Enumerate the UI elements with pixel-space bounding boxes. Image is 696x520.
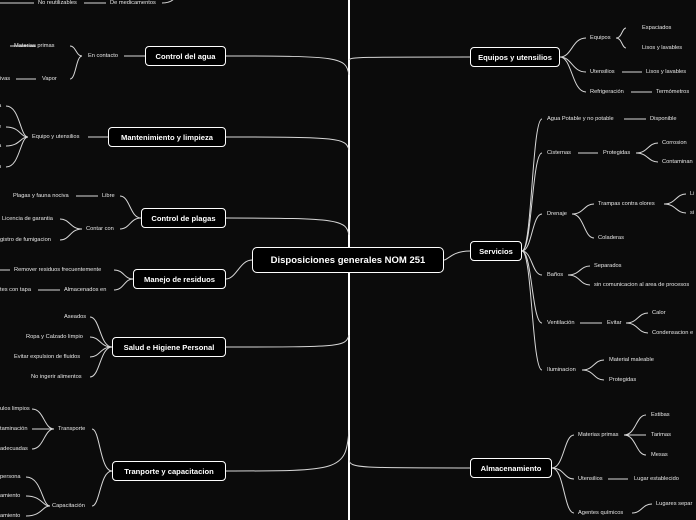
topic-capacitacion-item[interactable]: amiento bbox=[0, 493, 21, 499]
topic-materias-primas-alm[interactable]: Materias primas bbox=[578, 432, 619, 438]
topic-no-reutilizables[interactable]: No reutilizables bbox=[38, 0, 77, 6]
topic-trampas-fragment[interactable]: Li bbox=[690, 191, 695, 197]
topic-protegidas-2[interactable]: Protegidas bbox=[609, 377, 637, 383]
node-transporte-capacitacion[interactable]: Tranporte y capacitacion bbox=[112, 461, 226, 481]
topic-transporte-item[interactable]: taminación bbox=[0, 426, 28, 432]
topic-tarimas[interactable]: Tarimas bbox=[651, 432, 671, 438]
topic-ropa-calzado[interactable]: Ropa y Calzado limpio bbox=[26, 334, 83, 340]
topic-lugares-separados[interactable]: Lugares separ bbox=[656, 501, 693, 507]
topic-mantenimiento-fragment[interactable] bbox=[0, 142, 1, 150]
topic-refrigeracion[interactable]: Refrigeración bbox=[590, 89, 624, 95]
topic-registro-fumigacion[interactable]: gistro de fumigacion bbox=[0, 237, 51, 243]
topic-banos[interactable]: Baños bbox=[547, 272, 564, 278]
topic-iluminacion[interactable]: Iluminacion bbox=[547, 367, 576, 373]
node-equipos-utensilios[interactable]: Equipos y utensilios bbox=[470, 47, 560, 67]
node-salud-higiene-personal[interactable]: Salud e Higiene Personal bbox=[112, 337, 226, 357]
topic-libre[interactable]: Libre bbox=[102, 193, 115, 199]
topic-de-medicamentos[interactable]: De medicamentos bbox=[110, 0, 156, 6]
topic-lugar-establecido[interactable]: Lugar establecido bbox=[634, 476, 679, 482]
topic-contar-con[interactable]: Contar con bbox=[86, 226, 114, 232]
topic-no-ingerir[interactable]: No ingerir alimentos bbox=[31, 374, 82, 380]
topic-trampas-olores[interactable]: Trampas contra olores bbox=[598, 201, 655, 207]
topic-lisos-lavables[interactable]: Lisos y lavables bbox=[642, 45, 683, 51]
topic-termometros[interactable]: Termómetros bbox=[656, 89, 690, 95]
topic-capacitacion-item[interactable]: amiento bbox=[0, 513, 21, 519]
topic-transporte-item[interactable]: adecuadas bbox=[0, 446, 28, 452]
node-control-del-agua[interactable]: Control del agua bbox=[145, 46, 226, 66]
topic-plagas-fauna-nociva[interactable]: Plagas y fauna nociva bbox=[13, 193, 69, 199]
topic-coladeras[interactable]: Coladeras bbox=[598, 235, 624, 241]
topic-tapa[interactable]: tes con tapa bbox=[0, 287, 31, 293]
topic-espaciados[interactable]: Espaciados bbox=[642, 25, 672, 31]
topic-material-maleable[interactable]: Material maleable bbox=[609, 357, 654, 363]
topic-equipos[interactable]: Equipos bbox=[590, 35, 611, 41]
topic-calor[interactable]: Calor bbox=[652, 310, 666, 316]
topic-lisos-lavables-2[interactable]: Lisos y lavables bbox=[646, 69, 687, 75]
topic-transporte-item[interactable]: ulos limpios bbox=[0, 406, 30, 412]
topic-drenaje[interactable]: Drenaje bbox=[547, 211, 567, 217]
topic-licencia-garantia[interactable]: Licencia de garantia bbox=[2, 216, 53, 222]
topic-utensilios-alm[interactable]: Utensilios bbox=[578, 476, 603, 482]
topic-transporte[interactable]: Transporte bbox=[58, 426, 86, 432]
topic-materias-primas[interactable]: Materias primas bbox=[14, 43, 55, 49]
topic-utensilios[interactable]: Utensilios bbox=[590, 69, 615, 75]
topic-mesas[interactable]: Mesas bbox=[651, 452, 668, 458]
topic-mantenimiento-fragment[interactable] bbox=[0, 102, 1, 110]
topic-almacenados-en[interactable]: Almacenados en bbox=[64, 287, 107, 293]
topic-capacitacion[interactable]: Capacitación bbox=[52, 503, 85, 509]
central-topic[interactable]: Disposiciones generales NOM 251 bbox=[252, 247, 444, 273]
topic-vapor-source[interactable]: ivas bbox=[0, 76, 11, 82]
topic-disponible[interactable]: Disponible bbox=[650, 116, 677, 122]
topic-agentes-quimicos[interactable]: Agentes químicos bbox=[578, 510, 624, 516]
topic-contaminacion[interactable]: Contaminan bbox=[662, 159, 693, 165]
topic-evitar[interactable]: Evitar bbox=[607, 320, 622, 326]
topic-remover-residuos[interactable]: Remover residuos frecuentemente bbox=[14, 267, 102, 273]
topic-corrosion[interactable]: Corrosion bbox=[662, 140, 687, 146]
node-manejo-de-residuos[interactable]: Manejo de residuos bbox=[133, 269, 226, 289]
topic-mantenimiento-fragment[interactable] bbox=[0, 163, 1, 171]
node-almacenamiento[interactable]: Almacenamiento bbox=[470, 458, 552, 478]
topic-evitar-expulsion[interactable]: Evitar expulsion de fluidos bbox=[14, 354, 81, 360]
topic-equipo-utensilios[interactable]: Equipo y utensilios bbox=[32, 134, 80, 140]
topic-protegidas[interactable]: Protegidas bbox=[603, 150, 631, 156]
topic-capacitacion-item[interactable]: persona bbox=[0, 474, 21, 480]
topic-vapor[interactable]: Vapor bbox=[42, 76, 57, 82]
topic-cisternas[interactable]: Cisternas bbox=[547, 150, 572, 156]
topic-mantenimiento-fragment[interactable] bbox=[0, 123, 1, 131]
topic-estibas[interactable]: Estibas bbox=[651, 412, 670, 418]
node-control-de-plagas[interactable]: Control de plagas bbox=[141, 208, 226, 228]
topic-en-contacto[interactable]: En contacto bbox=[88, 53, 119, 59]
node-servicios[interactable]: Servicios bbox=[470, 241, 522, 261]
topic-trampas-fragment[interactable]: si bbox=[690, 210, 695, 216]
topic-separados[interactable]: Separados bbox=[594, 263, 622, 269]
node-mantenimiento-limpieza[interactable]: Mantenimiento y limpieza bbox=[108, 127, 226, 147]
topic-sin-comunicacion[interactable]: sin comunicacion al area de procesos bbox=[594, 282, 690, 288]
topic-agua-potable[interactable]: Agua Potable y no potable bbox=[547, 116, 614, 122]
topic-aseados[interactable]: Aseados bbox=[64, 314, 87, 320]
topic-ventilacion[interactable]: Ventilación bbox=[547, 320, 575, 326]
topic-condensacion[interactable]: Condensacion e bbox=[652, 330, 694, 336]
